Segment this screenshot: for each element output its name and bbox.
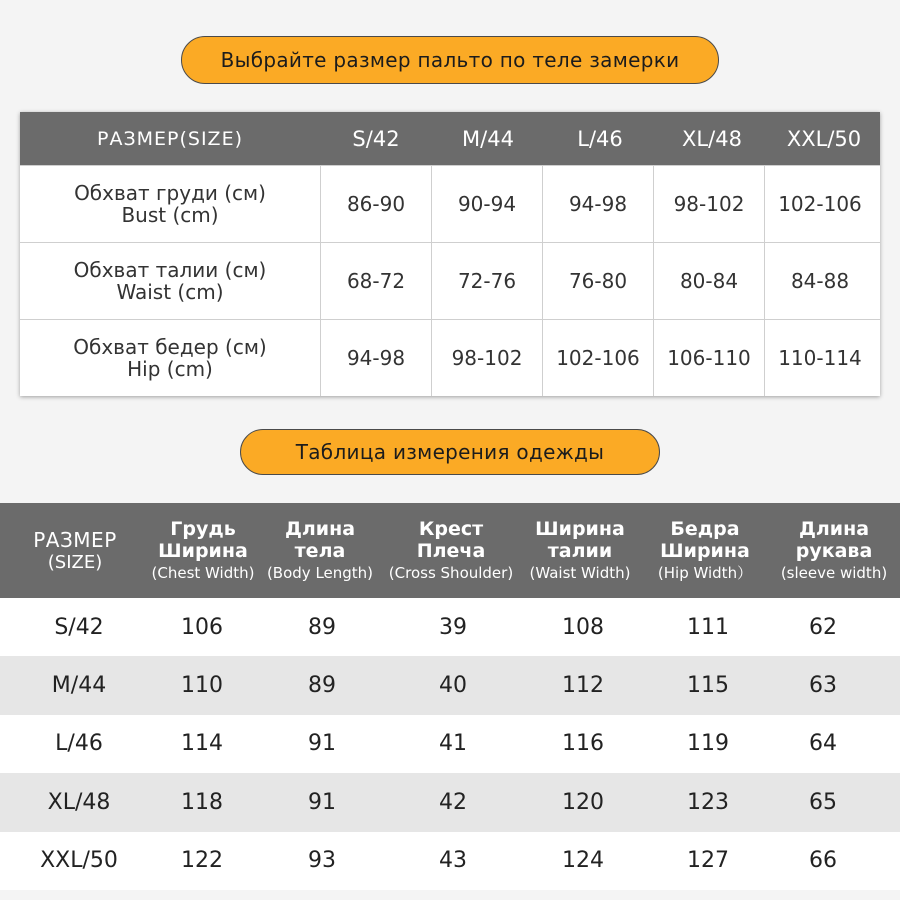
table-cell: 108: [562, 614, 604, 640]
header-en: (sleeve width): [780, 563, 888, 582]
size-cell: M/44: [51, 673, 107, 699]
table-cell: 86-90: [321, 166, 432, 242]
hip-row: [20, 319, 880, 396]
table-cell: 89: [308, 673, 336, 699]
table-cell: 98-102: [654, 166, 765, 242]
table-cell: 40: [439, 673, 467, 699]
table-cell: 110-114: [778, 346, 862, 370]
waist-label: [20, 243, 321, 319]
header-en: (Chest Width): [151, 563, 255, 582]
size-header-l: L/46: [577, 126, 623, 151]
table-cell: 91: [308, 731, 336, 757]
table-cell: 123: [687, 789, 729, 815]
hip-width-header: [642, 518, 768, 584]
size-header-en: (SIZE): [47, 552, 103, 573]
sleeve-length-header: [768, 518, 900, 584]
size-header-s: S/42: [352, 126, 400, 151]
table-cell: 116: [562, 731, 604, 757]
bust-label-en: Bust (cm): [121, 203, 219, 227]
table-cell: 65: [809, 789, 837, 815]
size-header-xl: XL/48: [682, 126, 742, 151]
table-cell: 106-110: [654, 320, 765, 396]
table-cell: 110: [181, 673, 223, 699]
table-cell: 62: [809, 614, 837, 640]
table-row: [0, 598, 900, 656]
table-cell: 76-80: [543, 243, 654, 319]
header-ru: Длина: [798, 517, 870, 540]
table-cell: 39: [439, 614, 467, 640]
body-measurement-header: [20, 112, 880, 165]
header-ru: Длина: [284, 517, 356, 540]
table-cell: 84-88: [790, 269, 850, 293]
table-cell: 68-72: [321, 243, 432, 319]
table-cell: 89: [308, 614, 336, 640]
table-cell: 127: [687, 848, 729, 874]
size-cell: XXL/50: [40, 848, 118, 874]
table-cell: 42: [439, 789, 467, 815]
garment-measurement-header: [0, 503, 900, 598]
coat-size-banner: Выбрайте размер пальто по теле замерки: [181, 36, 719, 84]
table-cell: 43: [439, 848, 467, 874]
header-ru: Ширина: [660, 539, 750, 562]
header-en: (Body Length): [266, 563, 374, 582]
size-cell: L/46: [55, 731, 103, 757]
size-cell: S/42: [54, 614, 104, 640]
table-cell: 119: [687, 731, 729, 757]
table-cell: 64: [809, 731, 837, 757]
table-row: [0, 656, 900, 714]
table-row: [0, 773, 900, 831]
table-cell: 124: [562, 848, 604, 874]
size-header-ru: РАЗМЕР: [33, 528, 117, 552]
hip-label-ru: Обхват бедер (см): [73, 335, 267, 359]
table-cell: 72-76: [432, 243, 543, 319]
waist-width-header: [518, 518, 642, 584]
header-ru: рукава: [795, 539, 873, 562]
garment-measurement-banner: Таблица измерения одежды: [240, 429, 660, 475]
table-cell: 115: [687, 673, 729, 699]
header-ru: Крест: [418, 517, 484, 540]
hip-label: [20, 320, 321, 396]
table-cell: 111: [687, 614, 729, 640]
body-length-header: [256, 518, 384, 584]
header-ru: тела: [294, 539, 346, 562]
header-en: (Hip Width）: [657, 563, 753, 582]
table-cell: 94-98: [321, 320, 432, 396]
garment-measurement-body: [0, 598, 900, 890]
size-cell: XL/48: [47, 789, 111, 815]
table-cell: 118: [181, 789, 223, 815]
table-cell: 41: [439, 731, 467, 757]
bust-row: [20, 165, 880, 242]
table-cell: 106: [181, 614, 223, 640]
size-header-xxl: XXL/50: [786, 126, 862, 151]
table-row: [0, 832, 900, 890]
header-ru: талии: [547, 539, 613, 562]
table-row: [0, 715, 900, 773]
header-ru: Ширина: [535, 517, 625, 540]
table-cell: 102-106: [778, 192, 862, 216]
bust-label: [20, 166, 321, 242]
table-cell: 102-106: [543, 320, 654, 396]
header-ru: Грудь: [170, 517, 236, 540]
size-header-label: РАЗМЕР(SIZE): [96, 127, 243, 150]
waist-label-en: Waist (cm): [116, 280, 224, 304]
table-cell: 98-102: [432, 320, 543, 396]
table-cell: 112: [562, 673, 604, 699]
header-en: (Waist Width): [529, 563, 631, 582]
header-en: (Cross Shoulder): [388, 563, 514, 582]
table-cell: 66: [809, 848, 837, 874]
size-column-header: [0, 528, 150, 573]
header-ru: Бедра: [670, 517, 740, 540]
header-ru: Плеча: [416, 539, 486, 562]
table-cell: 63: [809, 673, 837, 699]
bust-label-ru: Обхват груди (см): [74, 181, 266, 205]
table-cell: 91: [308, 789, 336, 815]
hip-label-en: Hip (cm): [127, 357, 213, 381]
waist-row: [20, 242, 880, 319]
table-cell: 80-84: [654, 243, 765, 319]
table-cell: 120: [562, 789, 604, 815]
table-cell: 90-94: [432, 166, 543, 242]
waist-label-ru: Обхват талии (см): [73, 258, 267, 282]
table-cell: 122: [181, 848, 223, 874]
chest-width-header: [150, 518, 256, 584]
header-ru: Ширина: [158, 539, 248, 562]
table-cell: 94-98: [543, 166, 654, 242]
cross-shoulder-header: [384, 518, 518, 584]
size-header-m: M/44: [462, 126, 514, 151]
body-measurement-table: [20, 112, 880, 396]
table-cell: 114: [181, 731, 223, 757]
table-cell: 93: [308, 848, 336, 874]
